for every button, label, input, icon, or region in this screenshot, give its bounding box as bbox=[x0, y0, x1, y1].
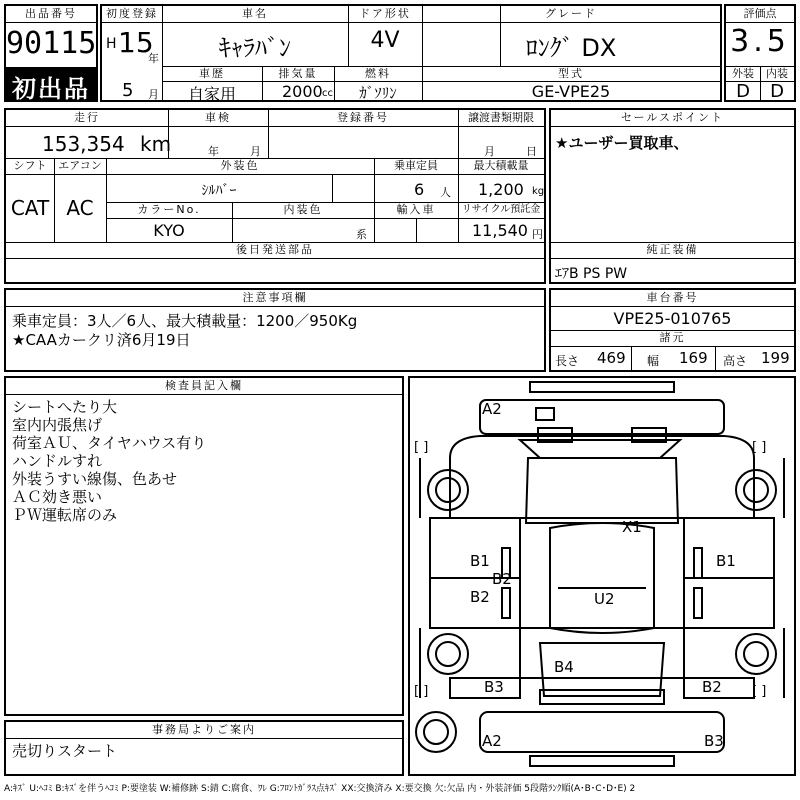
score-box bbox=[724, 4, 796, 102]
details-box bbox=[4, 108, 546, 284]
displacement-label: 排気量 bbox=[278, 67, 318, 80]
recycle-unit: 円 bbox=[532, 228, 543, 241]
damage-b2-lower: B2 bbox=[470, 588, 490, 606]
mileage-unit: km bbox=[140, 132, 172, 156]
damage-u2: U2 bbox=[594, 590, 615, 608]
damage-diagram-box bbox=[408, 376, 796, 776]
reg-month-unit: 月 bbox=[148, 88, 159, 101]
interior-score: D bbox=[770, 81, 784, 102]
inspector-line-4: ハンドルすれ bbox=[12, 452, 103, 470]
damage-b2-left: B2 bbox=[492, 570, 512, 588]
ac-label: エアコン bbox=[58, 159, 102, 172]
transfer-month-unit: 月 bbox=[484, 145, 495, 158]
plate-label: 登録番号 bbox=[337, 111, 389, 124]
damage-b1-right: B1 bbox=[716, 552, 736, 570]
capacity-label: 乗車定員 bbox=[394, 159, 438, 172]
mileage: 153,354 bbox=[42, 132, 125, 156]
spec-label: 諸元 bbox=[659, 331, 686, 344]
notes-line-1: 乗車定員：3人／6人、最大積載量：1200／950Kg bbox=[12, 312, 358, 330]
chassis-number: VPE25-010765 bbox=[613, 309, 732, 328]
legend-text: A:ｷｽﾞ U:ﾍｺﾐ B:ｷｽﾞを伴うﾍｺﾐ P:要塗装 W:補修跡 S:錆 C:腐食、ﾜﾚ G:ﾌﾛﾝﾄｶﾞﾗｽ点ｷｽﾞ XX:交換済み X:要交換 欠:欠品 内・外装評価 5段階ﾗﾝｸ順(A･B･C･D･E) 2 bbox=[4, 784, 636, 794]
exterior-label: 外装 bbox=[732, 67, 754, 80]
door-type: 4V bbox=[370, 28, 400, 53]
color-label: 外装色 bbox=[220, 159, 260, 172]
hgt-label: 高さ bbox=[723, 354, 748, 368]
sales-label: セールスポイント bbox=[620, 111, 724, 124]
inspector-line-6: ＡＣ効き悪い bbox=[12, 488, 103, 506]
intcolor-unit: 系 bbox=[356, 228, 367, 241]
reg-year: 15 bbox=[118, 26, 154, 59]
damage-x1: X1 bbox=[622, 518, 642, 536]
reg-year-unit: 年 bbox=[148, 52, 159, 65]
score: 3.5 bbox=[730, 24, 790, 59]
load-unit: kg bbox=[532, 186, 545, 197]
inspector-line-2: 室内内張焦げ bbox=[12, 416, 103, 434]
office-box bbox=[4, 720, 404, 776]
car-name: ｷｬﾗﾊﾞﾝ bbox=[219, 34, 291, 62]
lot-box bbox=[4, 4, 98, 102]
inspection-label: 車検 bbox=[205, 111, 231, 124]
import-label: 輸入車 bbox=[396, 203, 436, 216]
interior-label: 内装 bbox=[766, 67, 788, 80]
recycle-label: リサイクル預託金 bbox=[461, 204, 541, 215]
bracket-left-top: [ ] bbox=[414, 440, 429, 455]
chassis-label: 車台番号 bbox=[646, 291, 699, 304]
inspector-line-7: ＰＷ運転席のみ bbox=[12, 506, 118, 524]
notes-line-2: ★CAAカークリ済6月19日 bbox=[12, 331, 191, 349]
colorno-label: カラーNo. bbox=[137, 203, 201, 216]
chassis-box bbox=[549, 288, 796, 372]
inspector-label: 検査員記入欄 bbox=[165, 379, 243, 392]
inspector-line-5: 外装うすい線傷、色あせ bbox=[12, 470, 178, 488]
damage-b3-bottom: B3 bbox=[704, 732, 724, 750]
exterior-score: D bbox=[736, 81, 750, 102]
shift-label: シフト bbox=[13, 159, 47, 172]
inspector-box bbox=[4, 376, 404, 716]
colorno: KYO bbox=[153, 221, 185, 240]
damage-b2-right: B2 bbox=[702, 678, 722, 696]
later-parts-label: 後日発送部品 bbox=[236, 243, 314, 256]
wid-label: 幅 bbox=[647, 354, 660, 368]
recycle: 11,540 bbox=[472, 221, 528, 240]
fuel: ｶﾞｿﾘﾝ bbox=[359, 84, 397, 102]
bracket-right-bottom: [ ] bbox=[752, 684, 767, 699]
bracket-right-top: [ ] bbox=[752, 440, 767, 455]
office-label: 事務局よりご案内 bbox=[152, 723, 256, 736]
model-label: 型式 bbox=[558, 67, 584, 80]
reg-era: H bbox=[106, 36, 117, 52]
lot-number: 90115 bbox=[6, 26, 97, 61]
damage-b1-left: B1 bbox=[470, 552, 490, 570]
sales-box bbox=[549, 108, 796, 284]
header-main-box bbox=[100, 4, 722, 102]
notes-box bbox=[4, 288, 546, 372]
lot-label: 出品番号 bbox=[6, 6, 96, 23]
capacity-unit: 人 bbox=[440, 186, 451, 199]
first-listing-text: 初出品 bbox=[12, 75, 90, 103]
intcolor-label: 内装色 bbox=[283, 203, 323, 216]
wid: 169 bbox=[679, 349, 708, 367]
car-outline-diagram bbox=[410, 378, 794, 774]
door-label: ドア形状 bbox=[359, 7, 411, 20]
bracket-left-bottom: [ ] bbox=[414, 684, 429, 699]
name-label: 車名 bbox=[242, 7, 268, 20]
damage-b3-left: B3 bbox=[484, 678, 504, 696]
score-label: 評価点 bbox=[743, 7, 777, 20]
notes-label: 注意事項欄 bbox=[242, 291, 308, 304]
ac: AC bbox=[66, 196, 94, 220]
equip-label: 純正装備 bbox=[646, 243, 699, 256]
grade-label: グレード bbox=[545, 7, 597, 20]
sales-text: ★ユーザー買取車、 bbox=[555, 134, 689, 152]
damage-a2-bottom: A2 bbox=[482, 732, 502, 750]
len-label: 長さ bbox=[555, 354, 580, 368]
hgt: 199 bbox=[761, 349, 790, 367]
transfer-label: 譲渡書類期限 bbox=[468, 111, 534, 124]
model: GE-VPE25 bbox=[531, 82, 611, 101]
displacement-unit: cc bbox=[322, 88, 333, 99]
damage-a2-top: A2 bbox=[482, 400, 502, 418]
history: 自家用 bbox=[187, 85, 236, 104]
capacity: 6 bbox=[414, 180, 425, 199]
load-label: 最大積載量 bbox=[473, 159, 529, 172]
equip: ｴｱB PS PW bbox=[555, 266, 628, 282]
reg-label: 初度登録 bbox=[106, 7, 158, 20]
inspector-line-3: 荷室ＡＵ、タイヤハウス有り bbox=[12, 434, 207, 452]
transfer-day-unit: 日 bbox=[526, 145, 537, 158]
inspection-month-unit: 月 bbox=[250, 145, 261, 158]
mileage-label: 走行 bbox=[74, 111, 100, 124]
load: 1,200 bbox=[478, 180, 524, 199]
reg-month: 5 bbox=[122, 80, 134, 101]
inspection-year-unit: 年 bbox=[208, 145, 219, 158]
displacement: 2000 bbox=[282, 82, 323, 101]
grade: ﾛﾝｸﾞ DX bbox=[525, 34, 617, 62]
inspector-line-1: シートへたり大 bbox=[12, 398, 118, 416]
damage-b4: B4 bbox=[554, 658, 574, 676]
fuel-label: 燃料 bbox=[365, 67, 391, 80]
history-label: 車歴 bbox=[199, 67, 225, 80]
shift: CAT bbox=[10, 196, 50, 220]
office-text: 売切りスタート bbox=[12, 742, 118, 760]
color: ｼﾙﾊﾞｰ bbox=[201, 183, 237, 199]
len: 469 bbox=[597, 349, 626, 367]
